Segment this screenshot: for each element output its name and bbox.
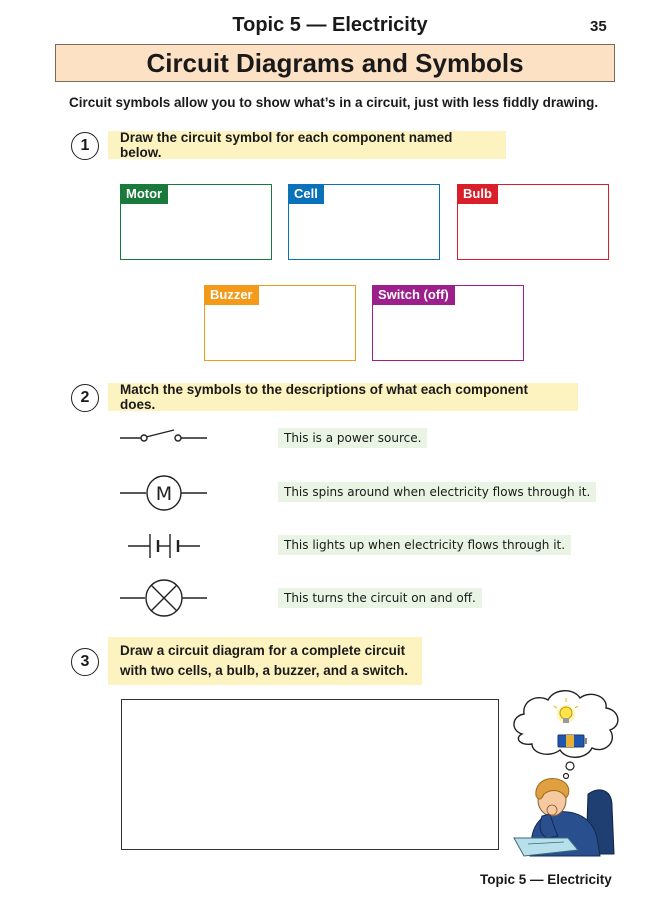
description-2[interactable]: This spins around when electricity flows through it. — [278, 482, 596, 502]
question-1-number: 1 — [71, 132, 99, 160]
topic-header: Topic 5 — Electricity — [232, 14, 428, 36]
footer-topic: Topic 5 — Electricity — [480, 872, 612, 887]
motor-drawing-box[interactable] — [120, 184, 272, 260]
question-2-number: 2 — [71, 384, 99, 412]
thinking-student-illustration — [508, 686, 626, 858]
motor-symbol[interactable] — [118, 474, 210, 512]
question-1-prompt: Draw the circuit symbol for each component named below. — [108, 131, 506, 159]
page-title: Circuit Diagrams and Symbols — [55, 44, 615, 82]
buzzer-drawing-box[interactable] — [204, 285, 356, 361]
page-number: 35 — [590, 18, 607, 35]
switch-drawing-box[interactable] — [372, 285, 524, 361]
question-3-number: 3 — [71, 648, 99, 676]
question-3-prompt — [108, 637, 422, 685]
motor-letter: M — [155, 483, 173, 505]
intro-text: Circuit symbols allow you to show what’s in a circuit, just with less fiddly drawing. — [69, 95, 599, 110]
cells-symbol[interactable] — [126, 530, 202, 562]
description-1[interactable]: This is a power source. — [278, 428, 427, 448]
description-3[interactable]: This lights up when electricity flows through it. — [278, 535, 571, 555]
cell-label: Cell — [288, 184, 324, 204]
question-3-prompt-line-2: with two cells, a bulb, a buzzer, and a switch. — [120, 663, 409, 678]
battery-icon — [558, 735, 587, 747]
switch-open-symbol[interactable] — [118, 426, 210, 448]
motor-label: Motor — [120, 184, 168, 204]
switch-label: Switch (off) — [372, 285, 455, 305]
question-2-prompt: Match the symbols to the descriptions of what each component does. — [108, 383, 578, 411]
circuit-drawing-box[interactable] — [121, 699, 499, 850]
bulb-drawing-box[interactable] — [457, 184, 609, 260]
bulb-label: Bulb — [457, 184, 498, 204]
description-4[interactable]: This turns the circuit on and off. — [278, 588, 482, 608]
cell-drawing-box[interactable] — [288, 184, 440, 260]
buzzer-label: Buzzer — [204, 285, 259, 305]
question-3-prompt-line-1: Draw a circuit diagram for a complete circuit — [120, 643, 406, 658]
bulb-symbol[interactable] — [118, 578, 210, 618]
